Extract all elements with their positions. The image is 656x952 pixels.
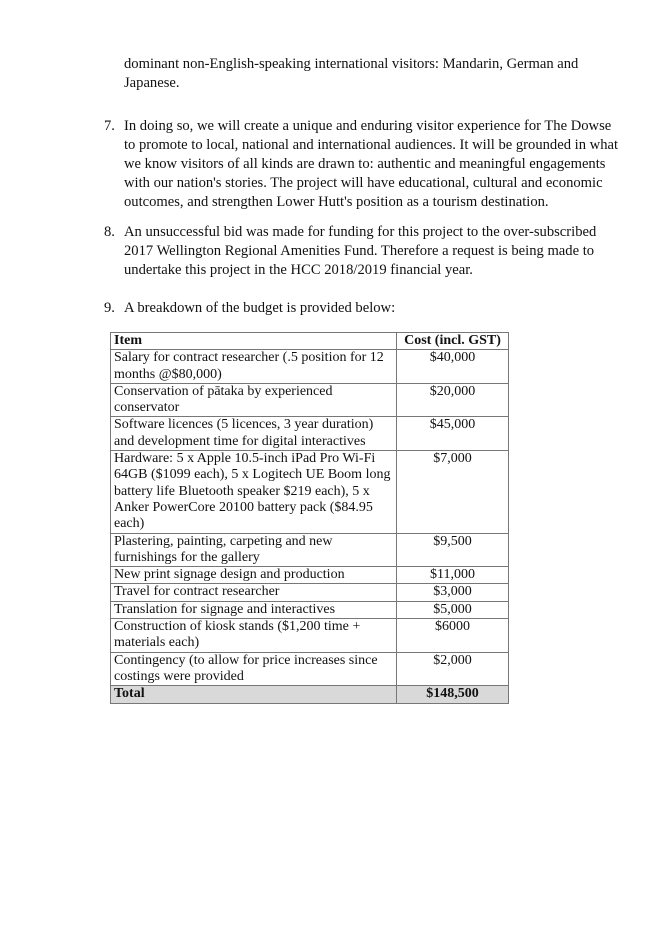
item-cell: Software licences (5 licences, 3 year duration) and development time for digital interactives: [111, 417, 397, 451]
text-line: Japanese.: [124, 75, 180, 91]
text-line: dominant non-English-speaking international visitors: Mandarin, German and: [124, 56, 579, 72]
text-line: with our nation's stories. The project will have educational, cultural and economic: [124, 175, 603, 191]
paragraph-number: 9.: [104, 300, 115, 316]
item-cell: Contingency (to allow for price increases since costings were provided: [111, 652, 397, 686]
cost-cell: $9,500: [397, 533, 509, 567]
cost-cell: $45,000: [397, 417, 509, 451]
cost-cell: $11,000: [397, 567, 509, 584]
total-cost: $148,500: [397, 686, 509, 703]
header-cost: Cost (incl. GST): [397, 333, 509, 350]
cost-cell: $20,000: [397, 383, 509, 417]
text-line: we know visitors of all kinds are drawn to: authentic and meaningful engagements: [124, 156, 606, 172]
table-row: [111, 417, 509, 451]
cost-cell: $40,000: [397, 350, 509, 384]
table-row: [111, 567, 509, 584]
text-line: A breakdown of the budget is provided below:: [124, 300, 396, 316]
table-row: [111, 652, 509, 686]
item-cell: Conservation of pātaka by experienced conservator: [111, 383, 397, 417]
table-row: [111, 584, 509, 601]
item-cell: New print signage design and production: [111, 567, 397, 584]
text-line: In doing so, we will create a unique and enduring visitor experience for The Dowse: [124, 118, 612, 134]
item-cell: Translation for signage and interactives: [111, 601, 397, 618]
text-line: to promote to local, national and international audiences. It will be grounded in what: [124, 137, 619, 153]
table-row: [111, 619, 509, 653]
budget-table: [110, 332, 509, 704]
item-cell: Salary for contract researcher (.5 position for 12 months @$80,000): [111, 350, 397, 384]
text-line: 2017 Wellington Regional Amenities Fund. Therefore a request is being made to: [124, 243, 595, 259]
total-row: [111, 686, 509, 703]
text-line: outcomes, and strengthen Lower Hutt's position as a tourism destination.: [124, 194, 549, 210]
cost-cell: $6000: [397, 619, 509, 653]
text-line: undertake this project in the HCC 2018/2019 financial year.: [124, 262, 473, 278]
cost-cell: $5,000: [397, 601, 509, 618]
paragraph-number: 7.: [104, 118, 115, 134]
paragraph-number: 8.: [104, 224, 115, 240]
item-cell: Hardware: 5 x Apple 10.5-inch iPad Pro Wi-Fi 64GB ($1099 each), 5 x Logitech UE Boom long battery life Bluetooth speaker $219 each), 5 x Anker PowerCore 20100 battery pack ($84.95 each): [111, 451, 397, 533]
table-row: [111, 601, 509, 618]
header-item: Item: [111, 333, 397, 350]
text-line: An unsuccessful bid was made for funding for this project to the over-subscribed: [124, 224, 597, 240]
table-row: [111, 533, 509, 567]
item-cell: Construction of kiosk stands ($1,200 time + materials each): [111, 619, 397, 653]
item-cell: Plastering, painting, carpeting and new furnishings for the gallery: [111, 533, 397, 567]
table-row: [111, 350, 509, 384]
table-row: [111, 383, 509, 417]
cost-cell: $7,000: [397, 451, 509, 533]
table-row: [111, 451, 509, 533]
total-label: Total: [111, 686, 397, 703]
table-header-row: [111, 333, 509, 350]
cost-cell: $2,000: [397, 652, 509, 686]
item-cell: Travel for contract researcher: [111, 584, 397, 601]
cost-cell: $3,000: [397, 584, 509, 601]
